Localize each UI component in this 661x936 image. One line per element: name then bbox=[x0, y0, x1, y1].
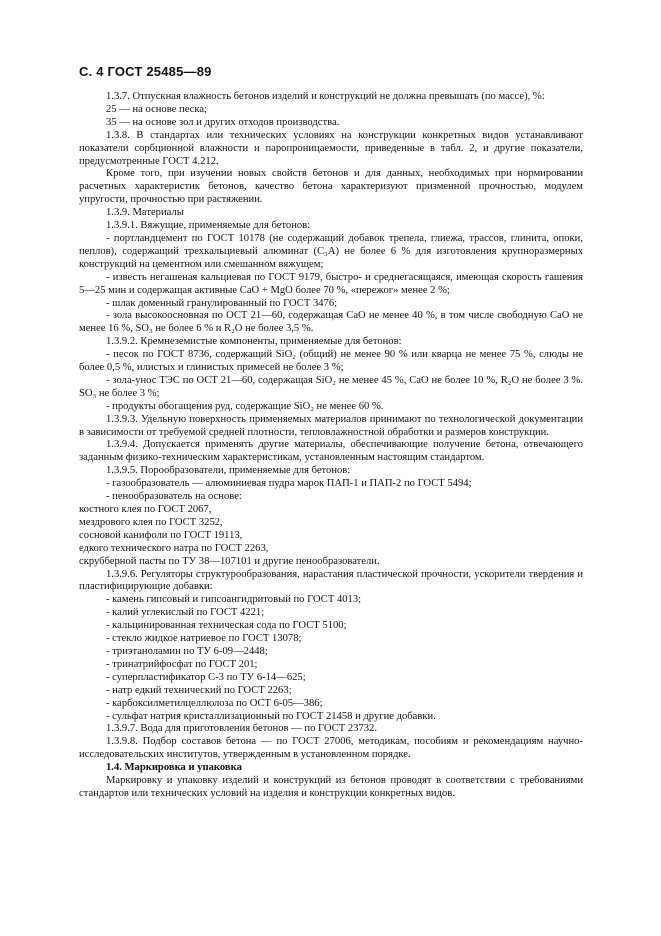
list-item: мездрового клея по ГОСТ 3252, bbox=[79, 516, 223, 528]
list-item: - зола-унос ТЭС по ОСТ 21—60, содержащая SiO₂ не менее 45 %, CaO не более 10 %, R₂O не более 3 %. SO₃ не более 3 %; bbox=[79, 374, 583, 399]
document-body bbox=[79, 91, 583, 801]
list-item: - тринатрийфосфат по ГОСТ 201; bbox=[106, 658, 258, 670]
list-item: - зола высокоосновная по ОСТ 21—60, содержащая CaO не менее 40 %, в том числе свободную CaO не менее 16 %, SO₃ не более 6 % и R₂O не более 3,5 %. bbox=[79, 310, 583, 335]
paragraph: Маркировку и упаковку изделий и конструкций из бетонов проводят в соответствии с требованиями стандартов или технических условий на изделия и конструкции конкретных видов. bbox=[79, 775, 583, 799]
list-item: - сульфат натрия кристаллизационный по ГОСТ 21458 и другие добавки. bbox=[106, 710, 436, 722]
paragraph: 1.3.9. Материалы bbox=[106, 207, 184, 219]
paragraph: 35 — на основе зол и других отходов производства. bbox=[106, 116, 340, 128]
paragraph: 1.3.9.5. Порообразователи, применяемые для бетонов: bbox=[106, 465, 351, 477]
page-header: С. 4 ГОСТ 25485—89 bbox=[79, 64, 212, 79]
list-item: - продукты обогащения руд, содержащие SiO₂ не менее 60 %. bbox=[106, 400, 384, 412]
paragraph: 1.3.9.6. Регуляторы структурообразования, нарастания пластической прочности, ускорители твердения и пластифицирующие добавки: bbox=[79, 568, 583, 593]
list-item: - газообразователь — алюминиевая пудра марок ПАП-1 и ПАП-2 по ГОСТ 5494; bbox=[106, 478, 472, 490]
list-item: - натр едкий технический по ГОСТ 2263; bbox=[106, 684, 292, 696]
list-item: - калий углекислый по ГОСТ 4221; bbox=[106, 607, 265, 619]
section-heading: 1.4. Маркировка и упаковка bbox=[106, 762, 242, 774]
list-item: - шлак доменный гранулированный по ГОСТ 3476; bbox=[106, 297, 338, 309]
list-item: сосновой канифоли по ГОСТ 19113, bbox=[79, 529, 243, 541]
list-item: - триэтаноламин по ТУ 6-09—2448; bbox=[106, 645, 268, 657]
paragraph: 1.3.9.4. Допускается применять другие материалы, обеспечивающие получение бетона, отвечающего заданным физико-техническим характеристикам, установленным настоящим стандартом. bbox=[79, 439, 583, 464]
list-item: костного клея по ГОСТ 2067, bbox=[79, 504, 212, 515]
paragraph: 25 — на основе песка; bbox=[106, 103, 207, 115]
list-item: - известь негашеная кальциевая по ГОСТ 9179, быстро- и среднегасящаяся, имеющая скорость гашения 5—25 мин и содержащая активные CaO + MgO более 70 %, «пережог» менее 2 %; bbox=[79, 271, 583, 296]
list-item: - карбоксилметилцеллюлоза по ОСТ 6-05—386; bbox=[106, 697, 323, 709]
list-item: скрубберной пасты по ТУ 38—107101 и другие пенообразователи. bbox=[79, 555, 380, 567]
paragraph: 1.3.9.7. Вода для приготовления бетонов — по ГОСТ 23732. bbox=[106, 723, 377, 735]
paragraph: 1.3.9.2. Кремнеземистые компоненты, применяемые для бетонов: bbox=[106, 336, 402, 348]
paragraph: Кроме того, при изучении новых свойств бетонов и для данных, необходимых при нормировании расчетных характеристик бетонов, качество бетона характеризуют призменной прочностью, модулем упругости, прочностью при растяжении. bbox=[79, 168, 583, 206]
list-item: - песок по ГОСТ 8736, содержащий SiO₂ (общий) не менее 90 % или кварца не менее 75 %, слюды не более 0,5 %, илистых и глинистых примесей не более 3 %; bbox=[79, 349, 583, 374]
list-item: - камень гипсовый и гипсоангидритовый по ГОСТ 4013; bbox=[106, 594, 362, 606]
paragraph: 1.3.9.8. Подбор составов бетона — по ГОСТ 27006, методикам, пособиям и рекомендациям научно-исследовательских институтов, утвержденным в установленном порядке. bbox=[79, 736, 583, 761]
list-item: едкого технического натра по ГОСТ 2263, bbox=[79, 542, 269, 554]
paragraph: 1.3.8. В стандартах или технических условиях на конструкции конкретных видов устанавливают показатели сорбционной влажности и паропроницаемости, приведенные в табл. 2, и другие показатели, предусмотренные ГОСТ 4.212. bbox=[79, 129, 583, 167]
paragraph: 1.3.9.3. Удельную поверхность применяемых материалов принимают по технологической документации в зависимости от требуемой средней плотности, тепловлажностной обработки и размеров конструкции. bbox=[79, 413, 583, 438]
list-item: - кальцинированная техническая сода по ГОСТ 5100; bbox=[106, 620, 347, 632]
paragraph: 1.3.7. Отпускная влажность бетонов изделий и конструкций не должна превышать (по массе), %: bbox=[106, 91, 545, 102]
list-item: - пенообразователь на основе: bbox=[106, 491, 242, 503]
list-item: - портландцемент по ГОСТ 10178 (не содержащий добавок трепела, глиежа, трассов, глинита, опоки, пеплов), содержащий трехкальциевый алюминат (C₃A) не более 6 % для изготовления крупноразмерных конструкций на цементном или смешанном вяжущем; bbox=[79, 232, 583, 270]
list-item: - суперпластификатор С-3 по ТУ 6-14—625; bbox=[106, 671, 306, 683]
list-item: - стекло жидкое натриевое по ГОСТ 13078; bbox=[106, 633, 302, 645]
paragraph: 1.3.9.1. Вяжущие, применяемые для бетонов: bbox=[106, 220, 311, 232]
